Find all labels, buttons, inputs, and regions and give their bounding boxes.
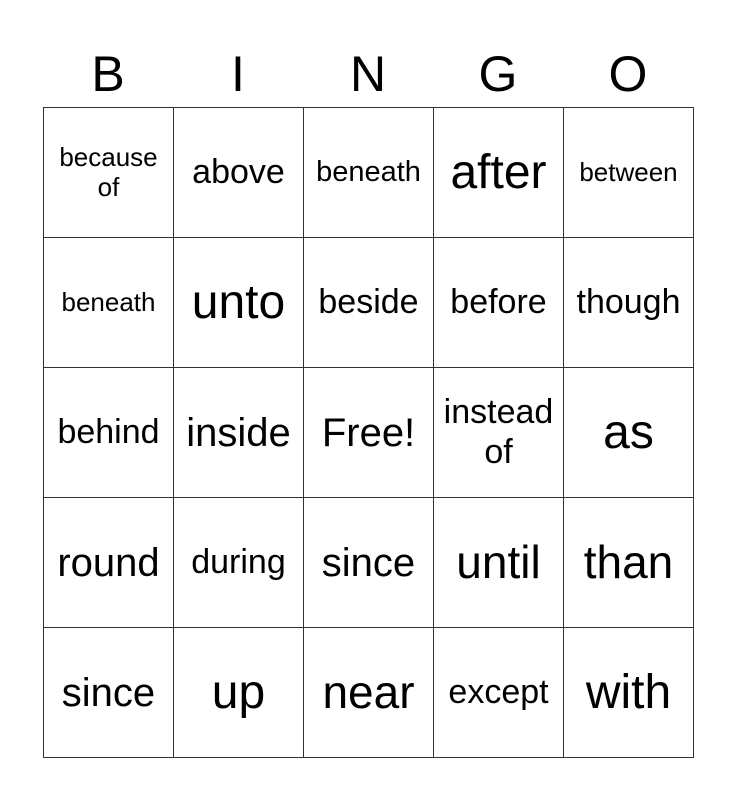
bingo-cell[interactable] — [434, 368, 564, 498]
bingo-cell[interactable] — [44, 108, 174, 238]
cell-word: before — [450, 282, 547, 321]
bingo-cell[interactable] — [304, 628, 434, 758]
header-letter-i: I — [231, 46, 245, 102]
bingo-cell[interactable] — [174, 498, 304, 628]
bingo-cell[interactable] — [174, 238, 304, 368]
cell-word: than — [583, 536, 674, 589]
cell-word: near — [322, 666, 415, 719]
bingo-cell[interactable] — [564, 238, 694, 368]
cell-word: inside — [186, 410, 291, 455]
cell-word: because of — [59, 141, 158, 202]
bingo-row — [44, 238, 694, 368]
bingo-cell[interactable] — [304, 108, 434, 238]
bingo-cell[interactable] — [434, 628, 564, 758]
bingo-cell[interactable] — [44, 628, 174, 758]
bingo-grid — [43, 107, 694, 758]
cell-word: unto — [191, 275, 286, 329]
bingo-cell[interactable] — [564, 368, 694, 498]
bingo-cell[interactable] — [44, 498, 174, 628]
free-space-label: Free! — [321, 410, 416, 455]
cell-word: though — [576, 282, 681, 321]
bingo-header — [43, 44, 693, 104]
header-letter-g: G — [478, 46, 518, 102]
bingo-cell[interactable] — [434, 108, 564, 238]
bingo-cell[interactable] — [174, 108, 304, 238]
cell-word: with — [585, 665, 672, 719]
bingo-cell[interactable] — [304, 498, 434, 628]
bingo-row — [44, 108, 694, 238]
cell-word: after — [450, 145, 547, 199]
cell-word: as — [603, 405, 654, 459]
bingo-cell[interactable] — [174, 628, 304, 758]
bingo-cell[interactable] — [564, 628, 694, 758]
cell-word: above — [192, 152, 285, 191]
bingo-cell free-space[interactable] — [304, 368, 434, 498]
cell-word: beneath — [316, 155, 421, 188]
cell-word: round — [57, 540, 160, 585]
header-letter-o: O — [608, 46, 648, 102]
bingo-cell[interactable] — [44, 368, 174, 498]
bingo-row — [44, 498, 694, 628]
cell-word: beneath — [61, 286, 156, 317]
cell-word: beside — [318, 282, 419, 321]
cell-word: since — [321, 540, 416, 585]
bingo-cell[interactable] — [44, 238, 174, 368]
bingo-row — [44, 628, 694, 758]
bingo-row — [44, 368, 694, 498]
header-letter-b: B — [91, 46, 125, 102]
bingo-cell[interactable] — [174, 368, 304, 498]
bingo-cell[interactable] — [434, 498, 564, 628]
cell-word: up — [211, 665, 266, 719]
cell-word: until — [456, 536, 541, 589]
header-letter-n: N — [349, 46, 387, 102]
bingo-cell[interactable] — [564, 498, 694, 628]
bingo-cell[interactable] — [434, 238, 564, 368]
cell-word: except — [448, 672, 549, 711]
cell-word: between — [579, 156, 678, 187]
bingo-cell[interactable] — [304, 238, 434, 368]
cell-word: during — [191, 542, 286, 581]
cell-word: since — [61, 670, 156, 715]
bingo-cell[interactable] — [564, 108, 694, 238]
cell-word: behind — [57, 412, 160, 451]
cell-word: instead of — [443, 393, 554, 471]
